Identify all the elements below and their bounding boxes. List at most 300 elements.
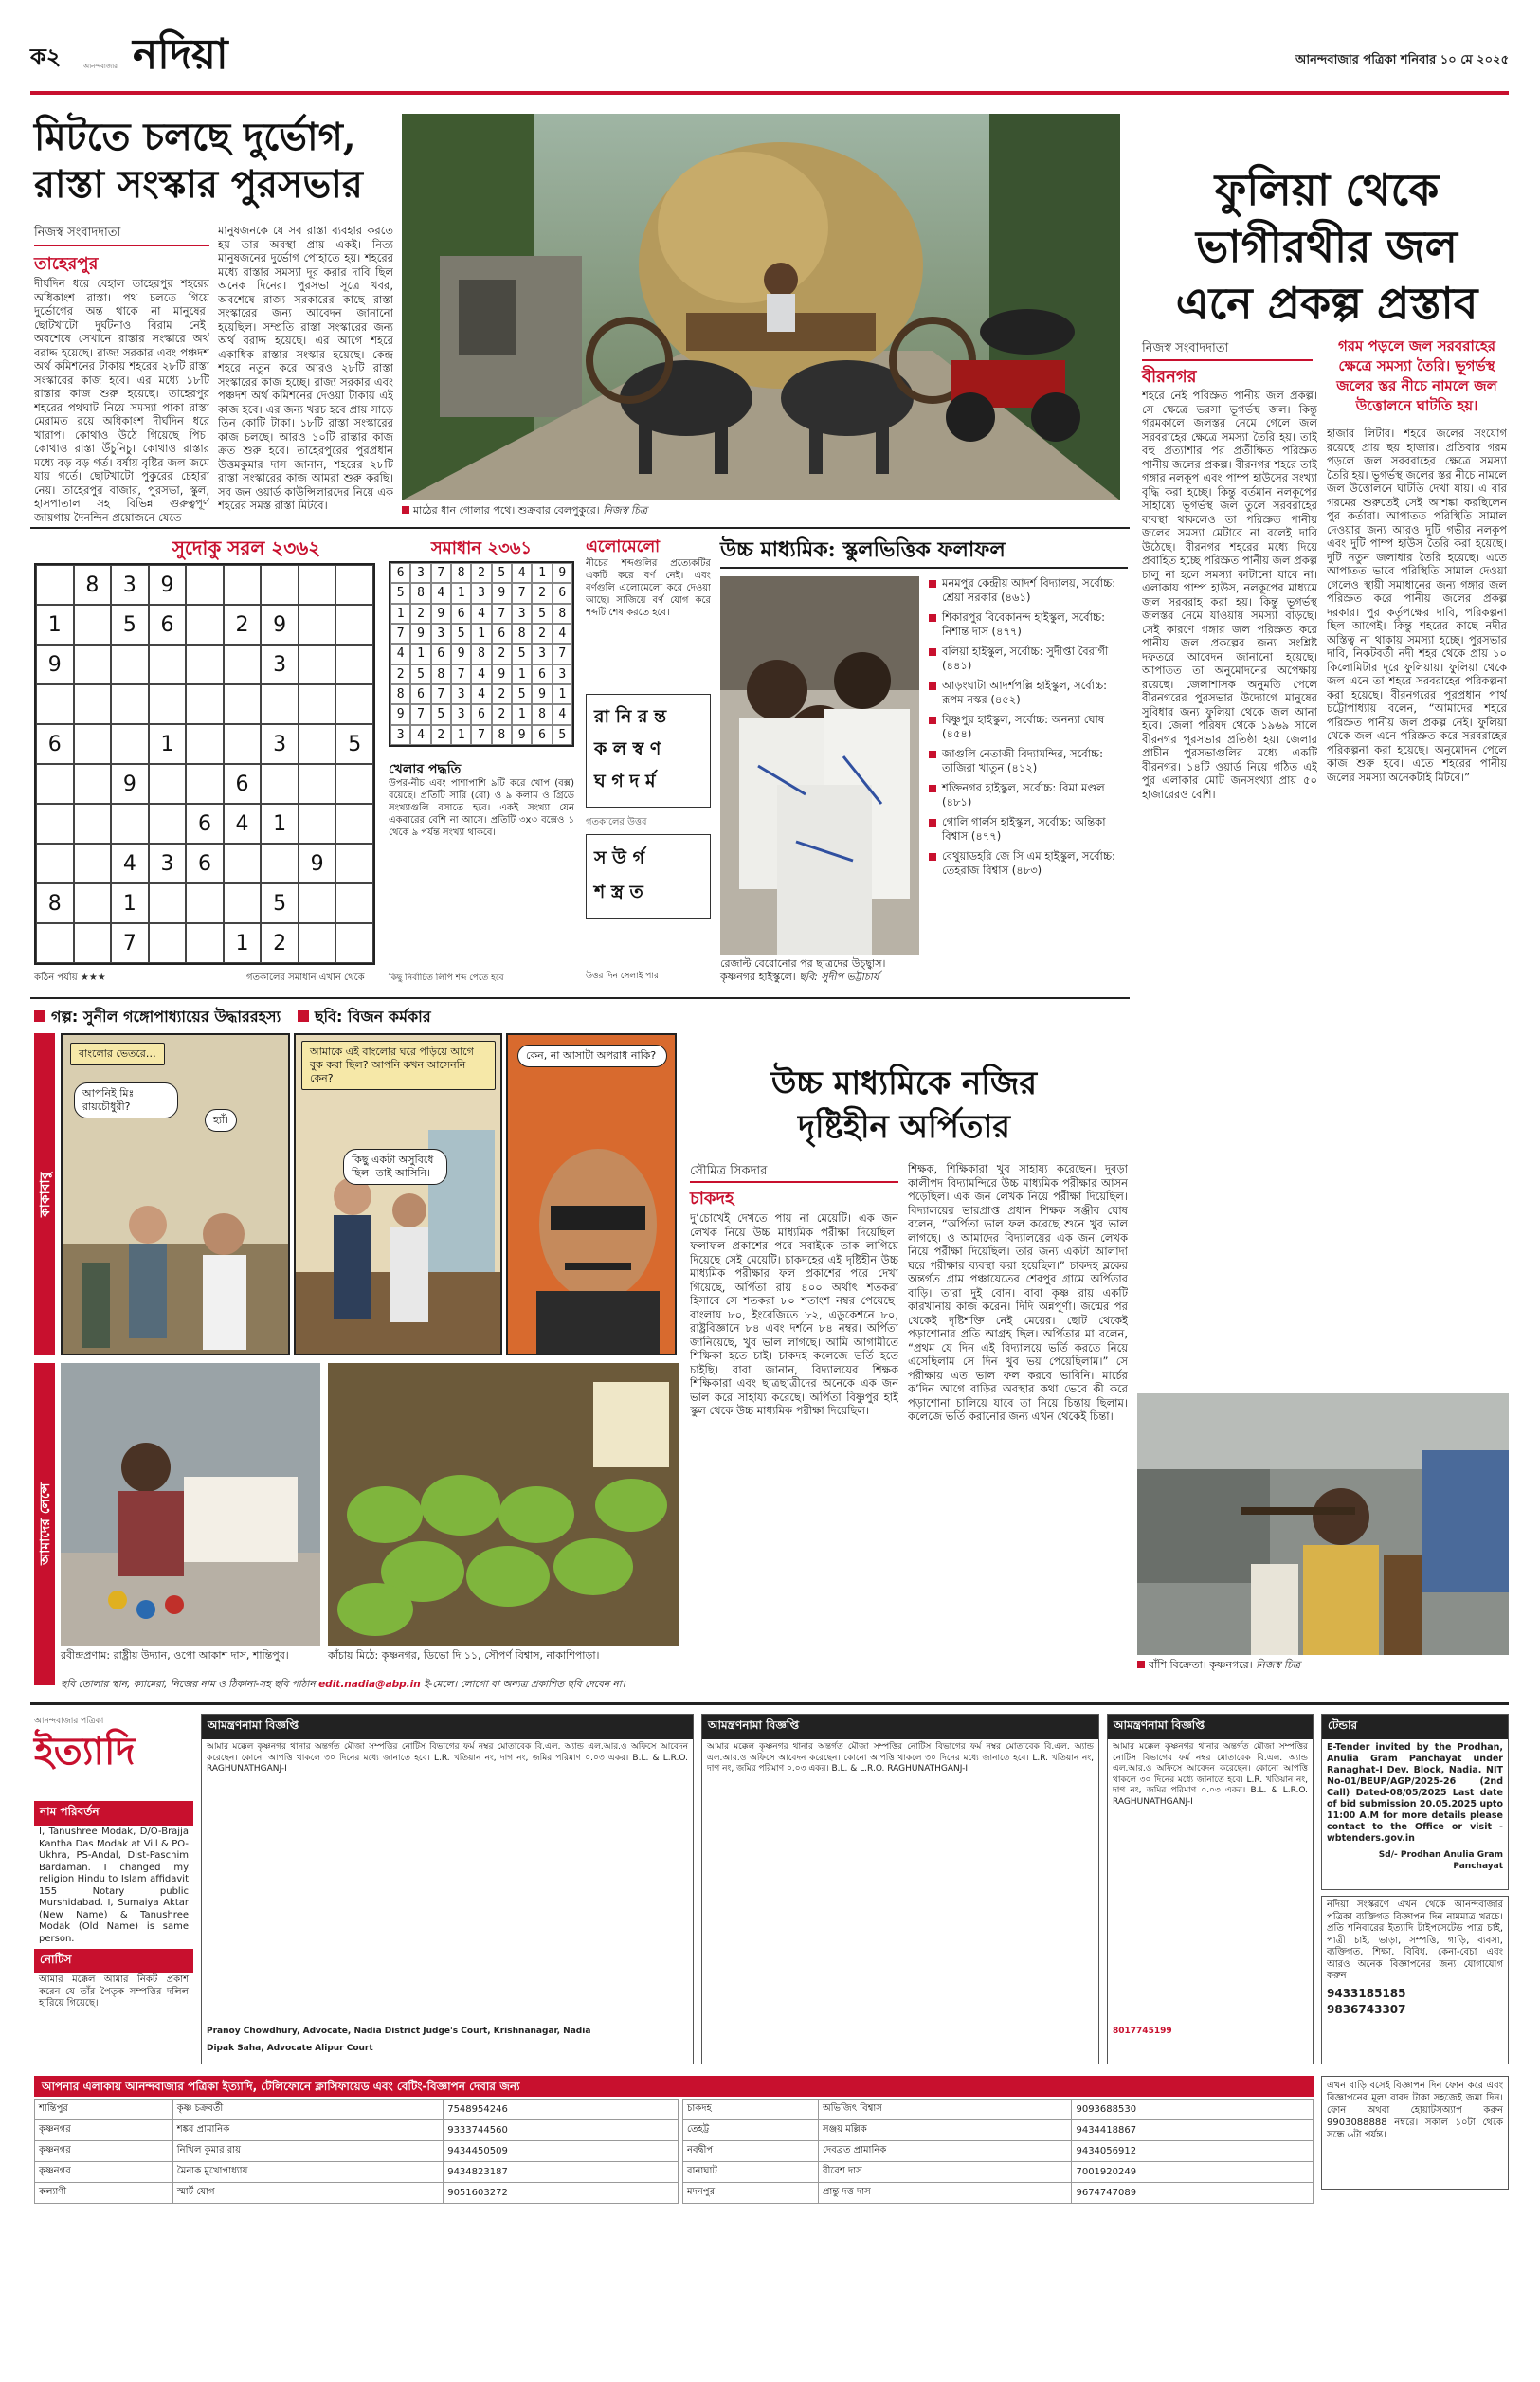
- sudoku-cell: 5: [261, 883, 299, 923]
- contact-cell: দেবব্রত প্রামানিক: [818, 2141, 1072, 2162]
- contact-cell: নবদ্বীপ: [683, 2141, 819, 2162]
- solution-cell: 5: [512, 644, 532, 664]
- solution-cell: 7: [431, 684, 451, 704]
- elomelo-answer-1: স উ র্গ: [594, 847, 645, 868]
- photo-mangoes: [328, 1363, 679, 1646]
- sudoku-cell: 9: [111, 764, 149, 804]
- contact-cell: তেহট্ট: [683, 2120, 819, 2141]
- lens-footer-text-2: ই-মেলে। লোগো বা অন্যত্র প্রকাশিত ছবি দেবেন না।: [424, 1679, 625, 1690]
- sudoku-cell: [186, 883, 224, 923]
- sudoku-cell: [74, 804, 112, 844]
- contact-cell: কৃষ্ণনগর: [35, 2120, 173, 2141]
- story-water-col2: হাজার লিটার। শহরে জলের সংযোগ রয়েছে প্রায় ছয় হাজার। প্রতিবার গরম পড়লে জল সরবরাহের ক্ষেত্রে সমস্যা তৈরি হয়। ভূগর্ভস্থ জলের স্তর নীচে নামলে জল উত্তোলনে ঘাটতি দেখা যায়। এ বার গরমের শুরুতেই সেই আশঙ্কা করছিলেন পুর কর্তারা। আপাতত পরিস্থিতি সামাল দেওয়ার জন্য আরও দুটি গভীর নলকূপ এবং দুটি পাম্প হাউস তৈরি করা হয়েছে। দুটি নতুন জলাধার তৈরি হয়েছে। এতে আপাতত ভাবে পরিস্থিতি সামাল দেওয়া গেলেও স্থায়ী সমাধানের জন্য গঙ্গার জল পরিস্রুত করে পানীয় জলের প্রকল্প দরকার। পুর কর্তৃপক্ষের দাবি, পরিকল্পনা ছিল আগেই। কিন্তু শহরের কাছে নদীর অস্তিত্ব না থাকায় সমস্যা হচ্ছে। পুরসভার দাবি, নিকটবর্তী নদী শহর থেকে প্রায় ১০ কিলোমিটার দূরে ফুলিয়ায়। ফুলিয়া থেকে জল এনে তা শহরে সরবরাহের পরিকল্পনা করা হয়েছে। বীরনগরের পুরপ্রধান পার্থ চট্টোপাধ্যায় বলেন, “আমাদের শহরে পরিস্রুত পানীয় জল প্রকল্প নেই। ফুলিয়া থেকে জল এনে পরিস্রুত করে সরবরাহের পরিকল্পনা করা হয়েছে। অনুমোদন পেলে কাজ শুরু হবে। এতে শহরের পানীয় জলের সমস্যা অনেকটাই মিটবে।”: [1327, 427, 1507, 784]
- solution-cell: 4: [471, 604, 491, 624]
- solution-cell: 3: [451, 704, 471, 724]
- sudoku-cell: [186, 923, 224, 963]
- name-change-ad: I, Tanushree Modak, D/O-Brajja Kantha Das Modak at Vill & PO-Ukhra, PS-Andal, Dist-Paschim Bardaman. I changed my religion Hindu to Islam affidavit 155 Notary public Murshidabad. I, Sumaiya Aktar (New Name) & Tanushree Modak (Old Name) is same person.: [39, 1827, 189, 1944]
- story-arpita-col2: শিক্ষক, শিক্ষিকারা খুব সাহায্য করেছেন। দুবড়া কালীপদ বিদ্যামন্দিরে উচ্চ মাধ্যমিক পরীক্ষার আসন পড়েছিল। এক জন লেখক নিয়ে পরীক্ষা দিয়েছিল। বিদ্যালয়ের ভারপ্রাপ্ত প্রধান শিক্ষক সঞ্জীব ঘোষ বলেন, “অর্পিতা ভাল ফল করেছে শুনে খুব ভাল লাগছে। ও আমাদের বিদ্যালয়ের এক জন লেখক নিয়ে পরীক্ষা দিয়েছিল। তার জন্য একটা আলাদা ঘরে পরীক্ষার ব্যবস্থা করা হয়েছিল।” চাকদহ ব্লকের অন্তর্গত গ্রাম পঞ্চায়েতের শেরপুর গ্রামে অর্পিতার বাড়ি। তারা দুই বোন। বাবা কৃষ্ণ রায় একটি কারখানায় কাজ করেন। দিদি অন্নপূর্ণা। জন্মের পর থেকেই দৃষ্টিশক্তি নেই মেয়ের। ছোট থেকেই পড়াশোনার প্রতি আগ্রহ ছিল। অর্পিতার মা বলেন, “প্রথম যে দিন এই বিদ্যালয়ে ভর্তি করতে নিয়ে এসেছিলাম সে দিন খুব ভয় পেয়েছিলাম।” সে পরীক্ষায় এত ভাল ফল করবে ভাবিনি। মার্চের ক’দিন আগে বাড়ির অবস্থার কথা ভেবে কী করে পড়াশোনা চালিয়ে যাবে তা নিয়ে চিন্তায় ছিলাম। কলেজে ভর্তি করানোর জন্য এখন থেকেই চিন্তা।: [908, 1162, 1128, 1423]
- lens-email[interactable]: edit.nadia@abp.in: [318, 1679, 421, 1690]
- sudoku-cell: 9: [299, 844, 336, 883]
- caption-marker: [402, 506, 409, 514]
- contact-cell: 7001920249: [1072, 2162, 1314, 2183]
- photo-flute-seller: [1137, 1393, 1509, 1655]
- solution-cell: 6: [553, 583, 572, 603]
- solution-cell: 3: [410, 563, 430, 583]
- elomelo-word-1: রা নি র ন্ত: [594, 706, 667, 727]
- solution-cell: 9: [492, 664, 512, 684]
- sudoku-cell: [111, 645, 149, 684]
- solution-cell: 2: [410, 604, 430, 624]
- contact-cell: শঙ্কর প্রামানিক: [172, 2120, 443, 2141]
- sudoku-cell: 2: [261, 923, 299, 963]
- sudoku-cell: [149, 645, 187, 684]
- sudoku-cell: [224, 684, 262, 724]
- headline-arpita-1: উচ্চ মাধ্যমিকে নজির: [770, 1064, 1038, 1102]
- solution-cell: 7: [512, 583, 532, 603]
- promo-text: নদিয়া সংস্করণে এখন থেকে আনন্দবাজার পত্রিকা ব্যক্তিগত বিজ্ঞাপন দিন নামমাত্র খরচে। প্রতি শনিবারের ইত্যাদি টাইপসেটেড পাত্র চাই, পাত্রী চাই, ভাড়া, সম্পত্তি, গাড়ি, ব্যবসা, ব্যক্তিগত, শিক্ষা, বিবিধ, কেনা-বেচা এবং আরও অনেক বিজ্ঞাপনের জন্য যোগাযোগ করুন: [1327, 1900, 1503, 1981]
- solution-cell: 1: [512, 704, 532, 724]
- rules-title: খেলার পদ্ধতি: [389, 762, 462, 777]
- solution-cell: 5: [390, 583, 410, 603]
- comic-panel-2: [294, 1033, 502, 1355]
- solution-cell: 2: [492, 644, 512, 664]
- sudoku-cell: [74, 844, 112, 883]
- hs-headline: উচ্চ মাধ্যমিক: স্কুলভিত্তিক ফলাফল: [720, 537, 1006, 562]
- contact-cell: শান্তিপুর: [35, 2100, 173, 2120]
- sudoku-cell: [149, 684, 187, 724]
- page-number: ক২: [30, 43, 62, 70]
- headline-road-1: মিটতে চলছে দুর্ভোগ,: [34, 115, 356, 159]
- solution-cell: 4: [431, 583, 451, 603]
- hs-result-item: শিকারপুর বিবেকানন্দ হাইস্কুল, সর্বোচ্চ: নিশান্ত দাস (৪৭৭): [929, 610, 1130, 639]
- hs-caption-text: রেজাল্ট বেরোনোর পর ছাত্রদের উচ্ছ্বাস। কৃষ্ণনগর হাইস্কুলে।: [720, 957, 886, 983]
- byline-2: নিজস্ব সংবাদদাতা: [1142, 341, 1229, 355]
- solution-cell: 1: [390, 604, 410, 624]
- elomelo-credit: উত্তর দিন সেলাই পার: [586, 972, 659, 981]
- lens-caption-1: রবীন্দ্রপ্রণাম: রাষ্ট্রীয় উদ্যান, ওপো আকাশ দাস, শান্তিপুর।: [61, 1649, 289, 1662]
- comic-marker: [34, 1010, 45, 1022]
- sudoku-cell: [261, 764, 299, 804]
- sudoku-cell: 9: [261, 605, 299, 645]
- sudoku-cell: [299, 804, 336, 844]
- solution-cell: 6: [492, 624, 512, 644]
- contact-cell: প্রান্তু দত্ত দাস: [818, 2183, 1072, 2204]
- hs-result-item: বিষ্ণুপুর হাইস্কুল, সর্বোচ্চ: অনন্যা ঘোষ (৪৫৪): [929, 713, 1130, 741]
- caption-text: মাঠের ধান গোলার পথে। শুক্রবার বেলপুকুরে।: [413, 504, 600, 517]
- dateline: তাহেরপুর: [34, 254, 99, 274]
- story-road-repair: [34, 114, 394, 209]
- solution-cell: 8: [492, 725, 512, 745]
- contact-cell: 9434450509: [444, 2141, 679, 2162]
- classified-rule: [30, 1702, 1509, 1705]
- solution-cell: 3: [451, 684, 471, 704]
- byline-rule-2: [1142, 359, 1313, 361]
- sudoku-cell: [74, 764, 112, 804]
- solution-cell: 7: [471, 725, 491, 745]
- solution-cell: 4: [512, 563, 532, 583]
- contact-row: [35, 2100, 679, 2120]
- sudoku-cell: [74, 883, 112, 923]
- amontron-header-2: আমন্ত্রণনামা বিজ্ঞপ্তি: [702, 1715, 1098, 1739]
- section-rule-2: [30, 997, 1130, 999]
- ityadi-phone: 8017745199: [1113, 2027, 1172, 2036]
- story-water-project: [1137, 161, 1516, 332]
- contact-cell: রানাঘাট: [683, 2162, 819, 2183]
- elomelo-word-3: ঘ গ দ র্ম: [594, 771, 656, 791]
- sudoku-cell: [224, 844, 262, 883]
- solution-cell: 5: [451, 624, 471, 644]
- contact-cell: 9434418867: [1072, 2120, 1314, 2141]
- solution-cell: 6: [532, 664, 552, 684]
- elomelo-intro: নীচের শব্দগুলির প্রত্যেকটির একটি করে বর্ণ নেই। এবং বর্ণগুলি এলোমেলো করে দেওয়া আছে। সাজিয়ে বর্ণ যোগ করে শব্দটি শেষ করতে হবে।: [586, 558, 711, 618]
- solution-cell: 9: [492, 583, 512, 603]
- elomelo-answers: [586, 834, 711, 919]
- solution-cell: 9: [410, 624, 430, 644]
- caption2-credit: নিজস্ব চিত্র: [1256, 1659, 1301, 1671]
- story-arpita: [686, 1062, 1122, 1149]
- sudoku-cell: 4: [111, 844, 149, 883]
- ityadi-logo: ইত্যাদি: [34, 1729, 136, 1773]
- amontron-text-3: আমার মক্কেল কৃষ্ণনগর থানার অন্তর্গত মৌজা সম্পত্তির নোটিস বিভাগের ফর্ম নম্বর মোতাবেক বি.এল. অ্যান্ড এল.আর.ও অফিসে আবেদন করেছেন। কোনো আপত্তি থাকলে ৩০ দিনের মধ্যে জানাতে হবে। L.R. খতিয়ান নং, দাগ নং, জমির পরিমাণ ০.০৩ একর। B.L. & L.R.O. RAGHUNATHGANJ-I: [1113, 1742, 1308, 1807]
- sudoku-level: কঠিন পর্যায় ★★★: [34, 973, 106, 983]
- contact-row: [683, 2120, 1314, 2141]
- ad-contact-header: আপনার এলাকায় আনন্দবাজার পত্রিকা ইত্যাদি, টেলিফোনে ক্লাসিফায়েড এবং বেটিং-বিজ্ঞাপন দেবার জন্য: [34, 2076, 1314, 2097]
- elomelo-words: [586, 694, 711, 808]
- notice-header: নোটিস: [34, 1949, 193, 1973]
- contact-row: [683, 2100, 1314, 2120]
- promo-block: [1321, 1896, 1509, 2064]
- solution-grid: [389, 561, 574, 747]
- contact-cell: 7548954246: [444, 2100, 679, 2120]
- sudoku-cell: [36, 764, 74, 804]
- sudoku-cell: [299, 645, 336, 684]
- sudoku-cell: [299, 923, 336, 963]
- sudoku-title: সুদোকু সরল ২৩৬২: [172, 536, 321, 559]
- story-arpita-col1: দু’চোখেই দেখতে পায় না মেয়েটি। এক জন লেখক নিয়ে উচ্চ মাধ্যমিক পরীক্ষা দিয়েছিল। ফলাফল প্রকাশের পরে সবাইকে তাক লাগিয়ে দিয়েছে সেই মেয়েটি। চাকদহের এই দৃষ্টিহীন উচ্চ মাধ্যমিক পরীক্ষার ফল প্রকাশের পরে দেখা গিয়েছে, অর্পিতা রায় ৪০০ অর্থাৎ শতকরা হিসাবে সে শতকরা ৮০ শতাংশ নম্বর পেয়েছে। বাংলায় ৮০, ইংরেজিতে ৮২, এডুকেশনে ৮০, রাষ্ট্রবিজ্ঞানে ৮৪ এবং দর্শনে ৮৪ নম্বর। অর্পিতা জানিয়েছে, খুব ভাল লাগছে। আমি আগামীতে শিক্ষিকা হতে চাই। চাকদহ কলেজে ভর্তি হতে চাইছি। বাবা জানান, বিদ্যালয়ের শিক্ষক শিক্ষিকারা এবং ছাত্রছাত্রীদের অনেকে এক জন ভাল করে সাহায্য করেছে। অর্পিতা বিষ্ণুপুর হাই স্কুল থেকে উচ্চ মাধ্যমিক পরীক্ষা দিয়েছিল।: [690, 1211, 898, 1417]
- contact-row: [35, 2120, 679, 2141]
- sudoku-cell: [149, 804, 187, 844]
- sudoku-cell: [36, 684, 74, 724]
- sudoku-cell: [335, 684, 373, 724]
- sudoku-cell: 8: [36, 883, 74, 923]
- solution-cell: 6: [431, 644, 451, 664]
- sudoku-cell: 1: [36, 605, 74, 645]
- hs-caption-credit: ছবি: সুদীপ ভট্টাচার্য: [799, 971, 879, 983]
- sudoku-cell: [186, 764, 224, 804]
- solution-cell: 5: [492, 563, 512, 583]
- solution-cell: 8: [451, 563, 471, 583]
- amontron-header-3: আমন্ত্রণনামা বিজ্ঞপ্তি: [1108, 1715, 1313, 1739]
- sudoku-cell: [111, 724, 149, 764]
- solution-cell: 3: [431, 624, 451, 644]
- sudoku-cell: 9: [36, 645, 74, 684]
- elomelo-title: এলোমেলো: [586, 537, 661, 556]
- solution-cell: 7: [492, 604, 512, 624]
- sudoku-cell: 3: [149, 844, 187, 883]
- headline-road-2: রাস্তা সংস্কার পুরসভার: [34, 162, 363, 207]
- sudoku-cell: [261, 565, 299, 605]
- solution-cell: 6: [390, 563, 410, 583]
- lens-caption-2: কাঁচায় মিঠে: কৃষ্ণনগর, ডিভো দি ১১, সৌপর্ণ বিশ্বাস, নাকাশিপাড়া।: [328, 1649, 600, 1662]
- solution-cell: 1: [451, 583, 471, 603]
- contact-cell: সঞ্জয় মল্লিক: [818, 2120, 1072, 2141]
- comic-bubble-4: আমাকে এই বাংলোর ঘরে পড়িয়ে আগে বুক করা ছিল? আপনি কখন আসেননি কেন?: [301, 1041, 496, 1090]
- masthead: [30, 28, 1509, 95]
- solution-cell: 2: [431, 725, 451, 745]
- elomelo-word-2: ক ল স্ব ণ: [594, 738, 661, 759]
- solution-cell: 8: [471, 644, 491, 664]
- headline-arpita-2: দৃষ্টিহীন অর্পিতার: [797, 1108, 1011, 1146]
- solution-cell: 7: [553, 644, 572, 664]
- contact-cell: মৈনাক মুখোপাধ্যায়: [172, 2162, 443, 2183]
- hs-photo-caption: [720, 957, 919, 984]
- solution-cell: 2: [532, 624, 552, 644]
- story-water-col1: শহরে নেই পরিস্রুত পানীয় জল প্রকল্প। সে ক্ষেত্রে ভরসা ভূগর্ভস্থ জল। কিন্তু গরমকালে জলস্তর নেমে গেলে জল সরবরাহের ক্ষেত্রে সমস্যা তৈরি হয়। তাই বহু প্রত্যাশার পর প্রতীক্ষিত পরিস্রুত পানীয় জলের প্রকল্প। বীরনগর শহরে তাই গঙ্গার নলকূপ এবং পাম্প হাউসের সংখ্যা বৃদ্ধি করা হচ্ছে। কিন্তু বর্তমান নলকূপের সাহায্যে ভূগর্ভস্থ জল তুলে সরবরাহের ব্যবস্থা থাকলেও তা পরিস্রুত পানীয় জলের সমস্যা মেটাবে না বলেই দাবি উঠেছে। বীরনগর শহরের মধ্যে দিয়ে প্রবাহিত হচ্ছে পরিস্রুত পানীয় জল প্রকল্প চালু না হলে সমস্যা কাটানো যাবে না। এলাকায় পাম্প হাউস, নলকূপের মাধ্যমে জল সরবরাহ করা হয়। কিন্তু ভূগর্ভস্থ জলস্তর নেমে যাওয়ায় সমস্যা বাড়ছে। সেই কারণে গঙ্গার জল পরিস্রুত করে পানীয় জল প্রকল্পের জন্য সংশ্লিষ্ট দফতরে আবেদন জানানো হয়েছে। আপাতত তা অনুমোদনের অপেক্ষায় রয়েছে। জেলাশাসক অনুমতি পেলে বীরনগরের পুরসভার উদ্যোগে মানুষের সুবিধার জন্য ফুলিয়া থেকে জল আনা হবে। জেলা পরিষদ থেকে ১৯৬৯ সালে বীরনগর পুরসভার প্রতিষ্ঠা হয়। জেলার প্রাচীন পুরসভাগুলির মধ্যে একটি বীরনগর। ১৪টি ওয়ার্ড নিয়ে গঠিত এই পুর এলাকার মোট জনসংখ্যা প্রায় ৫০ হাজারেরও বেশি।: [1142, 389, 1317, 801]
- sudoku-cell: [224, 883, 262, 923]
- solution-cell: 1: [553, 684, 572, 704]
- sudoku-cell: [186, 724, 224, 764]
- sudoku-cell: [335, 605, 373, 645]
- sudoku-cell: [224, 645, 262, 684]
- sudoku-cell: [74, 605, 112, 645]
- photo-bullock-cart: [402, 114, 1120, 500]
- sudoku-cell: 1: [261, 804, 299, 844]
- elomelo-answer-2: শ স্ত্র ত: [594, 882, 643, 902]
- sudoku-cell: [74, 684, 112, 724]
- sudoku-cell: 4: [224, 804, 262, 844]
- contact-cell: অভিজিৎ বিশ্বাস: [818, 2100, 1072, 2120]
- comic-bubble-3: হ্যাঁ।: [205, 1109, 237, 1132]
- rules-footer: কিছু নির্বাচিত লিপি শব্দ পেতে হবে: [389, 973, 504, 983]
- solution-cell: 4: [553, 624, 572, 644]
- solution-cell: 9: [553, 563, 572, 583]
- contact-cell: কৃষ্ণনগর: [35, 2162, 173, 2183]
- sudoku-cell: [335, 764, 373, 804]
- sudoku-cell: 1: [224, 923, 262, 963]
- paper-date: আনন্দবাজার পত্রিকা শনিবার ১০ মে ২০২৫: [1295, 53, 1509, 67]
- dateline-2: বীরনগর: [1142, 367, 1197, 387]
- sudoku-cell: [335, 565, 373, 605]
- story-road-col2: মানুষজনকে যে সব রাস্তা ব্যবহার করতে হয় তার অবস্থা প্রায় একই। নিত্য মানুষজনের দুর্ভোগ পোহাতে হয়। শহরের মধ্যে রাস্তার সমস্যা দূর করার দাবি ছিল অনেক দিনের। পুরসভা সূত্রে খবর, অবশেষে রাজ্য সরকারের কাছে রাস্তা সংস্কারের জন্য আবেদন জানানো হয়েছিল। সম্প্রতি রাস্তা সংস্কারের জন্য অর্থ বরাদ্দ হয়েছে। এর আগে শহরে একাধিক রাস্তার সংস্কার হয়েছে। কেন্দ্র শহরে নতুন করে আরও ২৮টি রাস্তা সংস্কারের কাজ হচ্ছে। রাজ্য সরকার এবং পঞ্চদশ অর্থ কমিশনের দেওয়া টাকায় এই কাজ হবে। এর জন্য খরচ হবে প্রায় সাড়ে তিন কোটি টাকা। ১৮টি রাস্তা সংস্কারের কাজ চলছে। আরও ১০টি রাস্তার কাজ ক্রত শুরু হবে। তাহেরপুরের পুরপ্রধান উত্তমকুমার দাস জানান, শহরের ২৮টি রাস্তা সংস্কারের কাজ আমরা শুরু করছি। সব জন ওয়ার্ড কাউন্সিলারদের নিয়ে এক শহরের সমস্ত রাস্তা মিটবে।: [218, 224, 393, 512]
- solution-cell: 1: [532, 563, 552, 583]
- solution-cell: 2: [390, 664, 410, 684]
- hs-result-item: মনমপুর কেন্দ্রীয় আদর্শ বিদ্যালয়, সর্বোচ্চ: শ্রেয়া সরকার (৪৬১): [929, 576, 1130, 605]
- sudoku-cell: 3: [111, 565, 149, 605]
- sudoku-cell: 1: [111, 883, 149, 923]
- story2-highlight: গরম পড়লে জল সরবরাহের ক্ষেত্রে সমস্যা তৈরি। ভূগর্ভস্থ জলের স্তর নীচে নামলে জল উত্তোলনে ঘাটতি হয়।: [1336, 337, 1497, 414]
- solution-title: সমাধান ২৩৬১: [430, 538, 533, 558]
- solution-cell: 6: [532, 725, 552, 745]
- promo-phone-2: 9836743307: [1327, 2003, 1406, 2016]
- sudoku-cell: 6: [186, 844, 224, 883]
- amontron-block-1: [201, 1714, 694, 2064]
- solution-cell: 5: [410, 664, 430, 684]
- headline-water-3: এনে প্রকল্প প্রস্তাব: [1175, 278, 1478, 329]
- contact-row: [35, 2183, 679, 2204]
- contact-cell: 9333744560: [444, 2120, 679, 2141]
- amontron-signature: Pranoy Chowdhury, Advocate, Nadia District Judge's Court, Krishnanagar, Nadia: [207, 2027, 591, 2036]
- hs-result-item: জাগুলি নেতাজী বিদ্যামন্দির, সর্বোচ্চ: তাজিরা খাতুন (৪১২): [929, 747, 1130, 775]
- comic-caption-1: বাংলোর ভেতরে…: [70, 1043, 165, 1065]
- amontron-header: আমন্ত্রণনামা বিজ্ঞপ্তি: [202, 1715, 693, 1739]
- comic-bubble-5: কিছু একটা অসুবিধে ছিল। তাই আসিনি।: [343, 1149, 447, 1185]
- solution-cell: 3: [471, 583, 491, 603]
- amontron-text: আমার মক্কেল কৃষ্ণনগর থানার অন্তর্গত মৌজা সম্পত্তির নোটিস বিভাগের ফর্ম নম্বর মোতাবেক বি.এল. অ্যান্ড এল.আর.ও অফিসে আবেদন করেছেন। কোনো আপত্তি থাকলে ৩০ দিনের মধ্যে জানাতে হবে। L.R. খতিয়ান নং, দাগ নং, জমির পরিমাণ ০.০৩ একর। B.L. & L.R.O. RAGHUNATHGANJ-I: [207, 1742, 688, 1773]
- solution-cell: 9: [532, 684, 552, 704]
- tender-header: টেন্ডার: [1322, 1715, 1508, 1739]
- solution-cell: 8: [553, 604, 572, 624]
- solution-cell: 5: [553, 725, 572, 745]
- ityadi-sub: আনন্দবাজার পত্রিকা: [34, 1717, 104, 1726]
- contact-cell: 9674747089: [1072, 2183, 1314, 2204]
- sudoku-cell: [261, 684, 299, 724]
- sudoku-cell: [335, 844, 373, 883]
- solution-cell: 1: [471, 624, 491, 644]
- comic-side-label: কাকাবাবু: [34, 1033, 55, 1355]
- contact-cell: কল্যাণী: [35, 2183, 173, 2204]
- solution-cell: 8: [532, 704, 552, 724]
- sudoku-cell: [261, 844, 299, 883]
- solution-cell: 2: [532, 583, 552, 603]
- sudoku-grid: [34, 563, 375, 965]
- sudoku-cell: [299, 764, 336, 804]
- sudoku-cell: 2: [224, 605, 262, 645]
- comic-art: ছবি: বিজন কর্মকার: [314, 1008, 431, 1026]
- sudoku-cell: [149, 764, 187, 804]
- solution-cell: 6: [410, 684, 430, 704]
- contact-row: [35, 2141, 679, 2162]
- sudoku-cell: 6: [36, 724, 74, 764]
- contact-cell: 9093688530: [1072, 2100, 1314, 2120]
- sudoku-cell: 6: [224, 764, 262, 804]
- comic-panel-1: [61, 1033, 290, 1355]
- solution-cell: 1: [451, 725, 471, 745]
- sudoku-cell: [36, 804, 74, 844]
- rules-text: উপর-নীচ এবং পাশাপাশি ৯টি করে খোপ (বক্স) রয়েছে। প্রতিটি সারি (রো) ও ৯ কলাম ও গ্রিডে সংখ্যাগুলি বসাতে হবে। একই সংখ্যা যেন একবারের বেশি না আসে। প্রতিটি ৩x৩ বক্সেও ১ থেকে ৯ পর্যন্ত সংখ্যা থাকবে।: [389, 778, 574, 838]
- photo-students: [720, 576, 919, 955]
- solution-cell: 8: [512, 624, 532, 644]
- dateline-3: চাকদহ: [690, 1189, 734, 1209]
- solution-cell: 6: [471, 704, 491, 724]
- tender-sign: Sd/- Prodhan Anulia Gram Panchayat: [1378, 1850, 1503, 1871]
- notice-ad: আমার মক্কেল আমার নিকট প্রকাশ করেন যে তাঁর পৈতৃক সম্পত্তির দলিল হারিয়ে গিয়েছে।: [39, 1974, 189, 2009]
- sudoku-cell: [36, 923, 74, 963]
- caption2-text: বাঁশি বিক্রেতা। কৃষ্ণনগরে।: [1149, 1659, 1253, 1671]
- bottom-note: এখন বাড়ি বসেই বিজ্ঞাপন দিন ফোন করে এবং বিজ্ঞাপনের মূল্য বাবদ টাকা সহজেই জমা দিন। ফোন অথবা হোয়াটসঅ্যাপ করুন 9903088888 নম্বরে। সকাল ১০টা থেকে সন্ধে ৬টা পর্যন্ত।: [1321, 2076, 1509, 2190]
- contact-cell: 9051603272: [444, 2183, 679, 2204]
- solution-cell: 7: [451, 664, 471, 684]
- comic-marker-2: [298, 1010, 309, 1022]
- contact-row: [683, 2162, 1314, 2183]
- sudoku-cell: [335, 645, 373, 684]
- sudoku-cell: [299, 724, 336, 764]
- sudoku-cell: [74, 923, 112, 963]
- contact-cell: কৃষ্ণনগর: [35, 2141, 173, 2162]
- caption-credit: নিজস্ব চিত্র: [603, 504, 648, 517]
- solution-cell: 5: [431, 704, 451, 724]
- sudoku-cell: 6: [186, 804, 224, 844]
- masthead-sub: আনন্দবাজার: [83, 63, 118, 70]
- name-change-header: নাম পরিবর্তন: [34, 1801, 193, 1826]
- solution-cell: 3: [512, 604, 532, 624]
- solution-cell: 9: [512, 725, 532, 745]
- sudoku-cell: [335, 804, 373, 844]
- contact-cell: 9434823187: [444, 2162, 679, 2183]
- hs-result-item: বেথুয়াডহরি জে সি এম হাইস্কুল, সর্বোচ্চ: তেহরাজ বিশ্বাস (৪৮৩): [929, 849, 1130, 878]
- amontron-text-2: আমার মক্কেল কৃষ্ণনগর থানার অন্তর্গত মৌজা সম্পত্তির নোটিস বিভাগের ফর্ম নম্বর মোতাবেক বি.এল. অ্যান্ড এল.আর.ও অফিসে আবেদন করেছেন। কোনো আপত্তি থাকলে ৩০ দিনের মধ্যে জানাতে হবে। L.R. খতিয়ান নং, দাগ নং, জমির পরিমাণ ০.০৩ একর। B.L. & L.R.O. RAGHUNATHGANJ-I: [707, 1742, 1094, 1773]
- sudoku-cell: 3: [261, 645, 299, 684]
- solution-cell: 4: [553, 704, 572, 724]
- solution-cell: 1: [512, 664, 532, 684]
- solution-cell: 5: [532, 604, 552, 624]
- sudoku-cell: [74, 724, 112, 764]
- sudoku-solution-note: গতকালের সমাধান এখান থেকে: [246, 973, 365, 983]
- contact-row: [35, 2162, 679, 2183]
- byline-rule-3: [690, 1181, 898, 1183]
- sudoku-cell: 5: [335, 724, 373, 764]
- solution-cell: 7: [431, 563, 451, 583]
- solution-cell: 7: [410, 704, 430, 724]
- sudoku-cell: [335, 883, 373, 923]
- sudoku-cell: 9: [149, 565, 187, 605]
- photo-painting: [61, 1363, 320, 1646]
- comic-bubble-6: কেন, না আসাটা অপরাধ নাকি?: [517, 1045, 667, 1067]
- byline-3: সৌমিত্র সিকদার: [690, 1164, 768, 1178]
- sudoku-cell: [224, 565, 262, 605]
- sudoku-cell: [224, 724, 262, 764]
- sudoku-cell: [36, 844, 74, 883]
- solution-cell: 3: [390, 725, 410, 745]
- solution-cell: 4: [390, 644, 410, 664]
- hs-result-item: গোলি গার্লস হাইস্কুল, সর্বোচ্চ: অন্তিকা বিশ্বাস (৪৭৭): [929, 815, 1130, 844]
- lens-side-label: আমাদের লেন্সে: [34, 1363, 55, 1685]
- solution-cell: 8: [410, 583, 430, 603]
- section-rule: [30, 527, 1130, 529]
- photo-caption-2: [1137, 1659, 1509, 1672]
- amontron-block-2: [701, 1714, 1099, 2064]
- comic-bubble-2: আপনিই মিঃ রায়চৌধুরী?: [74, 1082, 178, 1118]
- solution-cell: 5: [512, 684, 532, 704]
- contact-cell: চাকদহ: [683, 2100, 819, 2120]
- lens-footer: [61, 1678, 686, 1691]
- sudoku-cell: [299, 684, 336, 724]
- sudoku-cell: [111, 684, 149, 724]
- sudoku-cell: 6: [149, 605, 187, 645]
- solution-cell: 8: [431, 664, 451, 684]
- contact-cell: স্মার্ট যোগ: [172, 2183, 443, 2204]
- sudoku-cell: [299, 605, 336, 645]
- sudoku-cell: [36, 565, 74, 605]
- contact-cell: 9434056912: [1072, 2141, 1314, 2162]
- sudoku-cell: 5: [111, 605, 149, 645]
- promo-phone-1: 9433185185: [1327, 1986, 1406, 2000]
- solution-cell: 2: [471, 563, 491, 583]
- amontron-signature-2: Dipak Saha, Advocate Alipur Court: [207, 2043, 373, 2053]
- contact-table-2: [682, 2099, 1314, 2204]
- byline-rule: [34, 245, 209, 246]
- sudoku-cell: 8: [74, 565, 112, 605]
- sudoku-cell: 7: [111, 923, 149, 963]
- story-road-col1: দীর্ঘদিন ধরে বেহাল তাহেরপুর শহরের অধিকাংশ রাস্তা। পথ চলতে গিয়ে দুর্ভোগের অন্ত থাকে না মানুষের। ছোটখাটো দুর্ঘটনাও বিরাম নেই। অবশেষে সেখানে রাস্তার সংস্কারে অর্থ বরাদ্দ হয়েছে। রাজ্য সরকার এবং পঞ্চদশ অর্থ কমিশনের টাকায় শহরের ২৮টি রাস্তা সংস্কারের কাজ হবে। এর মধ্যে ১৮টি রাস্তার কাজ শুরু হয়েছে। তাহেরপুর শহরের পথঘাট নিয়ে সমস্যা পাকা রাস্তা মেরামত রয়ে অধিকাংশ দীর্ঘদিন ধরে খারাপ। কোথাও উঠে গিয়েছে পিচ। কোথাও রাস্তা উঁচুনিচু। কোথাও রাস্তার মধ্যে বড় বড় গর্ত। বর্ষায় বৃষ্টির জল জমে যায় গর্তে। ছোটখাটো পুকুরের চেহারা নেয়। তাহেরপুর বাজার, পুরসভা, স্কুল, হাসপাতাল সহ বিভিন্ন গুরুত্বপূর্ণ জায়গায় দৈনন্দিন প্রয়োজনে যেতে: [34, 277, 209, 523]
- solution-cell: 2: [492, 684, 512, 704]
- lens-footer-text: ছবি তোলার স্থান, ক্যামেরা, নিজের নাম ও ঠিকানা-সহ ছবি পাঠান: [61, 1679, 316, 1690]
- headline-water-1: ফুলিয়া থেকে: [1214, 164, 1440, 215]
- sudoku-cell: [335, 923, 373, 963]
- solution-cell: 4: [471, 684, 491, 704]
- solution-cell: 9: [431, 604, 451, 624]
- tender-block: [1321, 1714, 1509, 1890]
- comic-story: গল্প: সুনীল গঙ্গোপাধ্যায়ের উদ্ধাররহস্য: [51, 1008, 281, 1026]
